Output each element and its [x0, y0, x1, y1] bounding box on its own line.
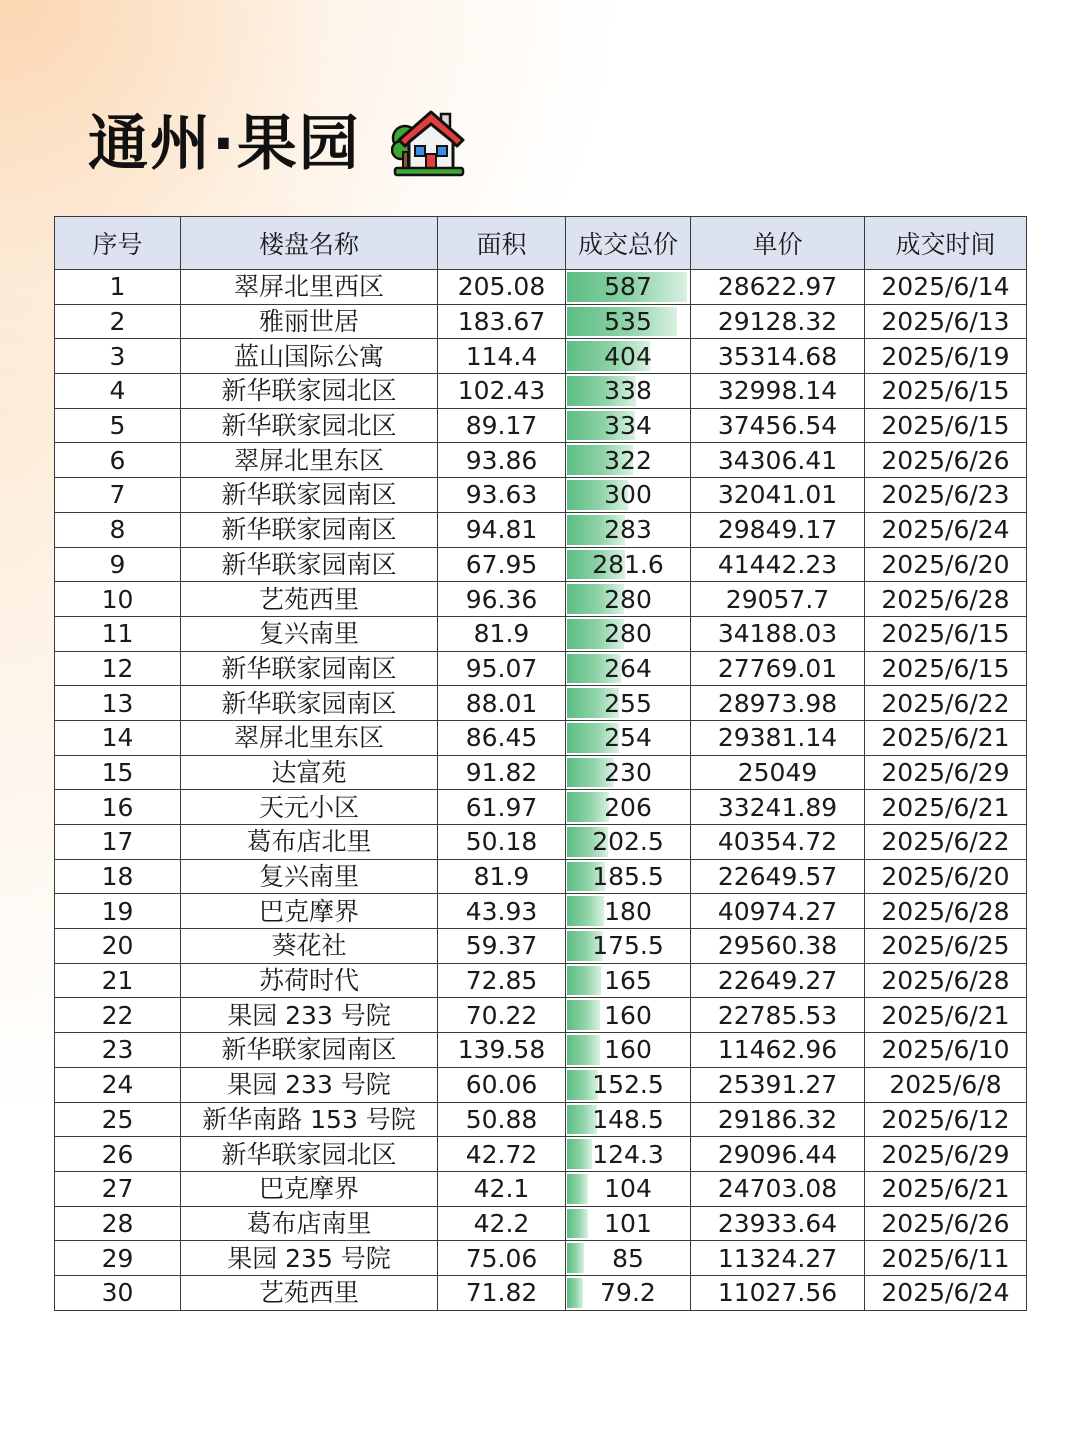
cell-total-price	[566, 616, 691, 651]
price-value: 104	[604, 1174, 652, 1204]
cell-area: 91.82	[438, 755, 566, 790]
cell-area: 139.58	[438, 1033, 566, 1068]
header-estate-name: 楼盘名称	[181, 217, 438, 270]
table-row	[55, 616, 1027, 651]
table-row	[55, 1206, 1027, 1241]
table-row	[55, 1171, 1027, 1206]
cell-unit-price: 27769.01	[691, 651, 865, 686]
cell-unit-price: 34188.03	[691, 616, 865, 651]
table-row	[55, 790, 1027, 825]
cell-area: 94.81	[438, 512, 566, 547]
cell-area: 183.67	[438, 304, 566, 339]
cell-area: 86.45	[438, 720, 566, 755]
cell-area: 89.17	[438, 408, 566, 443]
cell-index: 13	[55, 686, 181, 721]
header-area: 面积	[438, 217, 566, 270]
cell-deal-date: 2025/6/23	[865, 478, 1027, 513]
cell-area: 81.9	[438, 859, 566, 894]
price-value: 255	[604, 688, 652, 718]
cell-unit-price: 28973.98	[691, 686, 865, 721]
price-value: 281.6	[592, 549, 664, 579]
cell-deal-date: 2025/6/15	[865, 374, 1027, 409]
price-data-bar	[567, 1278, 583, 1308]
cell-deal-date: 2025/6/13	[865, 304, 1027, 339]
price-data-bar	[567, 1243, 584, 1273]
cell-index: 10	[55, 582, 181, 617]
price-data-bar	[567, 1174, 588, 1204]
cell-unit-price: 29186.32	[691, 1102, 865, 1137]
price-data-bar	[567, 1139, 592, 1169]
cell-estate-name: 新华联家园南区	[181, 512, 438, 547]
price-value: 79.2	[600, 1278, 656, 1308]
price-value: 101	[604, 1208, 652, 1238]
cell-estate-name: 艺苑西里	[181, 1275, 438, 1310]
cell-index: 3	[55, 339, 181, 374]
table-row	[55, 720, 1027, 755]
cell-deal-date: 2025/6/19	[865, 339, 1027, 374]
cell-estate-name: 蓝山国际公寓	[181, 339, 438, 374]
cell-deal-date: 2025/6/29	[865, 1137, 1027, 1172]
table-row	[55, 686, 1027, 721]
cell-estate-name: 果园 233 号院	[181, 998, 438, 1033]
table-row	[55, 339, 1027, 374]
cell-deal-date: 2025/6/21	[865, 790, 1027, 825]
cell-index: 15	[55, 755, 181, 790]
table-body	[55, 270, 1027, 1311]
table-row	[55, 1275, 1027, 1310]
page-header	[88, 104, 467, 184]
cell-unit-price: 37456.54	[691, 408, 865, 443]
cell-total-price	[566, 963, 691, 998]
cell-index: 28	[55, 1206, 181, 1241]
table-row	[55, 1137, 1027, 1172]
cell-total-price	[566, 582, 691, 617]
price-data-bar	[567, 792, 609, 822]
cell-deal-date: 2025/6/26	[865, 1206, 1027, 1241]
cell-total-price	[566, 825, 691, 860]
cell-index: 5	[55, 408, 181, 443]
cell-total-price	[566, 755, 691, 790]
transaction-table-wrapper	[54, 216, 1026, 1311]
cell-area: 42.2	[438, 1206, 566, 1241]
cell-deal-date: 2025/6/20	[865, 547, 1027, 582]
cell-total-price	[566, 790, 691, 825]
cell-area: 50.88	[438, 1102, 566, 1137]
cell-unit-price: 28622.97	[691, 270, 865, 305]
cell-area: 50.18	[438, 825, 566, 860]
cell-area: 72.85	[438, 963, 566, 998]
cell-estate-name: 果园 235 号院	[181, 1241, 438, 1276]
cell-unit-price: 24703.08	[691, 1171, 865, 1206]
cell-area: 114.4	[438, 339, 566, 374]
price-value: 85	[612, 1243, 644, 1273]
cell-total-price	[566, 374, 691, 409]
table-row	[55, 755, 1027, 790]
price-value: 322	[604, 445, 652, 475]
table-row	[55, 998, 1027, 1033]
cell-area: 61.97	[438, 790, 566, 825]
cell-deal-date: 2025/6/24	[865, 512, 1027, 547]
cell-total-price	[566, 1102, 691, 1137]
cell-deal-date: 2025/6/26	[865, 443, 1027, 478]
price-value: 185.5	[592, 862, 664, 892]
cell-area: 81.9	[438, 616, 566, 651]
cell-index: 27	[55, 1171, 181, 1206]
price-value: 334	[604, 411, 652, 441]
table-row	[55, 582, 1027, 617]
cell-index: 2	[55, 304, 181, 339]
cell-estate-name: 新华联家园南区	[181, 651, 438, 686]
price-value: 160	[604, 1035, 652, 1065]
cell-deal-date: 2025/6/14	[865, 270, 1027, 305]
cell-total-price	[566, 1171, 691, 1206]
cell-deal-date: 2025/6/21	[865, 720, 1027, 755]
cell-unit-price: 22785.53	[691, 998, 865, 1033]
cell-estate-name: 新华联家园南区	[181, 547, 438, 582]
cell-area: 42.1	[438, 1171, 566, 1206]
cell-unit-price: 29096.44	[691, 1137, 865, 1172]
cell-estate-name: 新华联家园南区	[181, 1033, 438, 1068]
cell-index: 8	[55, 512, 181, 547]
price-value: 587	[604, 272, 652, 302]
price-value: 152.5	[592, 1070, 664, 1100]
cell-index: 21	[55, 963, 181, 998]
cell-area: 75.06	[438, 1241, 566, 1276]
cell-estate-name: 新华联家园南区	[181, 478, 438, 513]
cell-total-price	[566, 1241, 691, 1276]
cell-estate-name: 雅丽世居	[181, 304, 438, 339]
cell-index: 11	[55, 616, 181, 651]
price-value: 283	[604, 515, 652, 545]
cell-deal-date: 2025/6/28	[865, 894, 1027, 929]
cell-total-price	[566, 894, 691, 929]
table-row	[55, 859, 1027, 894]
price-value: 230	[604, 757, 652, 787]
price-data-bar	[567, 1035, 600, 1065]
price-data-bar	[567, 896, 604, 926]
price-value: 535	[604, 307, 652, 337]
cell-estate-name: 新华联家园北区	[181, 408, 438, 443]
cell-index: 6	[55, 443, 181, 478]
cell-area: 102.43	[438, 374, 566, 409]
cell-unit-price: 22649.57	[691, 859, 865, 894]
cell-area: 67.95	[438, 547, 566, 582]
cell-estate-name: 新华联家园北区	[181, 374, 438, 409]
cell-estate-name: 复兴南里	[181, 859, 438, 894]
cell-index: 17	[55, 825, 181, 860]
cell-index: 29	[55, 1241, 181, 1276]
cell-total-price	[566, 339, 691, 374]
price-value: 206	[604, 792, 652, 822]
cell-index: 23	[55, 1033, 181, 1068]
price-value: 254	[604, 723, 652, 753]
table-row	[55, 1241, 1027, 1276]
cell-unit-price: 34306.41	[691, 443, 865, 478]
cell-index: 22	[55, 998, 181, 1033]
cell-index: 19	[55, 894, 181, 929]
header-unit-price: 单价	[691, 217, 865, 270]
table-row	[55, 408, 1027, 443]
cell-deal-date: 2025/6/8	[865, 1067, 1027, 1102]
price-value: 124.3	[592, 1139, 664, 1169]
cell-unit-price: 40354.72	[691, 825, 865, 860]
cell-total-price	[566, 1033, 691, 1068]
cell-total-price	[566, 547, 691, 582]
cell-estate-name: 达富苑	[181, 755, 438, 790]
table-row	[55, 929, 1027, 964]
table-row	[55, 547, 1027, 582]
cell-deal-date: 2025/6/22	[865, 825, 1027, 860]
header-deal-date: 成交时间	[865, 217, 1027, 270]
cell-unit-price: 11027.56	[691, 1275, 865, 1310]
cell-unit-price: 29057.7	[691, 582, 865, 617]
cell-unit-price: 11324.27	[691, 1241, 865, 1276]
cell-index: 24	[55, 1067, 181, 1102]
cell-total-price	[566, 651, 691, 686]
cell-total-price	[566, 859, 691, 894]
cell-area: 70.22	[438, 998, 566, 1033]
cell-estate-name: 翠屏北里东区	[181, 720, 438, 755]
cell-index: 14	[55, 720, 181, 755]
table-row	[55, 1067, 1027, 1102]
cell-total-price	[566, 1206, 691, 1241]
price-data-bar	[567, 966, 601, 996]
cell-index: 1	[55, 270, 181, 305]
table-row	[55, 825, 1027, 860]
cell-index: 20	[55, 929, 181, 964]
price-data-bar	[567, 1000, 600, 1030]
cell-index: 7	[55, 478, 181, 513]
price-value: 160	[604, 1000, 652, 1030]
cell-unit-price: 29560.38	[691, 929, 865, 964]
cell-total-price	[566, 998, 691, 1033]
cell-unit-price: 32998.14	[691, 374, 865, 409]
cell-estate-name: 苏荷时代	[181, 963, 438, 998]
cell-unit-price: 32041.01	[691, 478, 865, 513]
cell-estate-name: 葵花社	[181, 929, 438, 964]
cell-deal-date: 2025/6/10	[865, 1033, 1027, 1068]
price-value: 175.5	[592, 931, 664, 961]
table-row	[55, 478, 1027, 513]
cell-unit-price: 35314.68	[691, 339, 865, 374]
table-row	[55, 1102, 1027, 1137]
cell-area: 60.06	[438, 1067, 566, 1102]
cell-deal-date: 2025/6/12	[865, 1102, 1027, 1137]
cell-total-price	[566, 478, 691, 513]
price-value: 165	[604, 966, 652, 996]
cell-area: 96.36	[438, 582, 566, 617]
price-value: 300	[604, 480, 652, 510]
cell-deal-date: 2025/6/15	[865, 616, 1027, 651]
cell-unit-price: 41442.23	[691, 547, 865, 582]
cell-total-price	[566, 512, 691, 547]
cell-total-price	[566, 270, 691, 305]
cell-deal-date: 2025/6/21	[865, 1171, 1027, 1206]
cell-total-price	[566, 1067, 691, 1102]
cell-deal-date: 2025/6/22	[865, 686, 1027, 721]
cell-unit-price: 25049	[691, 755, 865, 790]
cell-total-price	[566, 686, 691, 721]
cell-deal-date: 2025/6/25	[865, 929, 1027, 964]
price-value: 280	[604, 584, 652, 614]
table-row	[55, 512, 1027, 547]
cell-index: 30	[55, 1275, 181, 1310]
price-value: 148.5	[592, 1104, 664, 1134]
table-row	[55, 270, 1027, 305]
cell-total-price	[566, 304, 691, 339]
cell-unit-price: 25391.27	[691, 1067, 865, 1102]
table-row	[55, 304, 1027, 339]
page-title: 通州·果园	[88, 109, 361, 179]
cell-deal-date: 2025/6/21	[865, 998, 1027, 1033]
house-with-garden-icon	[391, 108, 467, 180]
header-index: 序号	[55, 217, 181, 270]
cell-estate-name: 艺苑西里	[181, 582, 438, 617]
cell-estate-name: 新华联家园南区	[181, 686, 438, 721]
cell-unit-price: 29849.17	[691, 512, 865, 547]
cell-estate-name: 巴克摩界	[181, 894, 438, 929]
cell-unit-price: 22649.27	[691, 963, 865, 998]
table-row	[55, 443, 1027, 478]
cell-index: 25	[55, 1102, 181, 1137]
cell-unit-price: 29381.14	[691, 720, 865, 755]
table-row	[55, 894, 1027, 929]
cell-deal-date: 2025/6/24	[865, 1275, 1027, 1310]
cell-area: 43.93	[438, 894, 566, 929]
table-row	[55, 1033, 1027, 1068]
cell-index: 26	[55, 1137, 181, 1172]
table-header-row	[55, 217, 1027, 270]
cell-estate-name: 新华联家园北区	[181, 1137, 438, 1172]
cell-deal-date: 2025/6/15	[865, 408, 1027, 443]
cell-index: 9	[55, 547, 181, 582]
cell-area: 95.07	[438, 651, 566, 686]
cell-area: 205.08	[438, 270, 566, 305]
table-row	[55, 651, 1027, 686]
transaction-table	[54, 216, 1027, 1311]
cell-area: 59.37	[438, 929, 566, 964]
cell-area: 42.72	[438, 1137, 566, 1172]
cell-total-price	[566, 1275, 691, 1310]
cell-total-price	[566, 443, 691, 478]
cell-area: 93.86	[438, 443, 566, 478]
cell-estate-name: 翠屏北里东区	[181, 443, 438, 478]
cell-total-price	[566, 1137, 691, 1172]
header-total-price: 成交总价	[566, 217, 691, 270]
cell-index: 18	[55, 859, 181, 894]
cell-estate-name: 新华南路 153 号院	[181, 1102, 438, 1137]
price-value: 264	[604, 653, 652, 683]
cell-deal-date: 2025/6/15	[865, 651, 1027, 686]
table-row	[55, 374, 1027, 409]
price-value: 338	[604, 376, 652, 406]
cell-unit-price: 33241.89	[691, 790, 865, 825]
cell-unit-price: 11462.96	[691, 1033, 865, 1068]
table-row	[55, 963, 1027, 998]
price-value: 280	[604, 619, 652, 649]
cell-area: 93.63	[438, 478, 566, 513]
cell-deal-date: 2025/6/28	[865, 963, 1027, 998]
cell-estate-name: 葛布店南里	[181, 1206, 438, 1241]
cell-index: 16	[55, 790, 181, 825]
cell-estate-name: 葛布店北里	[181, 825, 438, 860]
cell-estate-name: 果园 233 号院	[181, 1067, 438, 1102]
cell-deal-date: 2025/6/11	[865, 1241, 1027, 1276]
cell-total-price	[566, 408, 691, 443]
cell-unit-price: 23933.64	[691, 1206, 865, 1241]
cell-deal-date: 2025/6/20	[865, 859, 1027, 894]
cell-index: 12	[55, 651, 181, 686]
cell-estate-name: 复兴南里	[181, 616, 438, 651]
cell-index: 4	[55, 374, 181, 409]
cell-unit-price: 40974.27	[691, 894, 865, 929]
price-value: 404	[604, 341, 652, 371]
cell-deal-date: 2025/6/28	[865, 582, 1027, 617]
cell-estate-name: 巴克摩界	[181, 1171, 438, 1206]
cell-area: 88.01	[438, 686, 566, 721]
cell-unit-price: 29128.32	[691, 304, 865, 339]
price-value: 180	[604, 896, 652, 926]
price-value: 202.5	[592, 827, 664, 857]
cell-estate-name: 天元小区	[181, 790, 438, 825]
price-data-bar	[567, 1209, 588, 1239]
cell-area: 71.82	[438, 1275, 566, 1310]
cell-total-price	[566, 720, 691, 755]
cell-estate-name: 翠屏北里西区	[181, 270, 438, 305]
cell-deal-date: 2025/6/29	[865, 755, 1027, 790]
cell-total-price	[566, 929, 691, 964]
